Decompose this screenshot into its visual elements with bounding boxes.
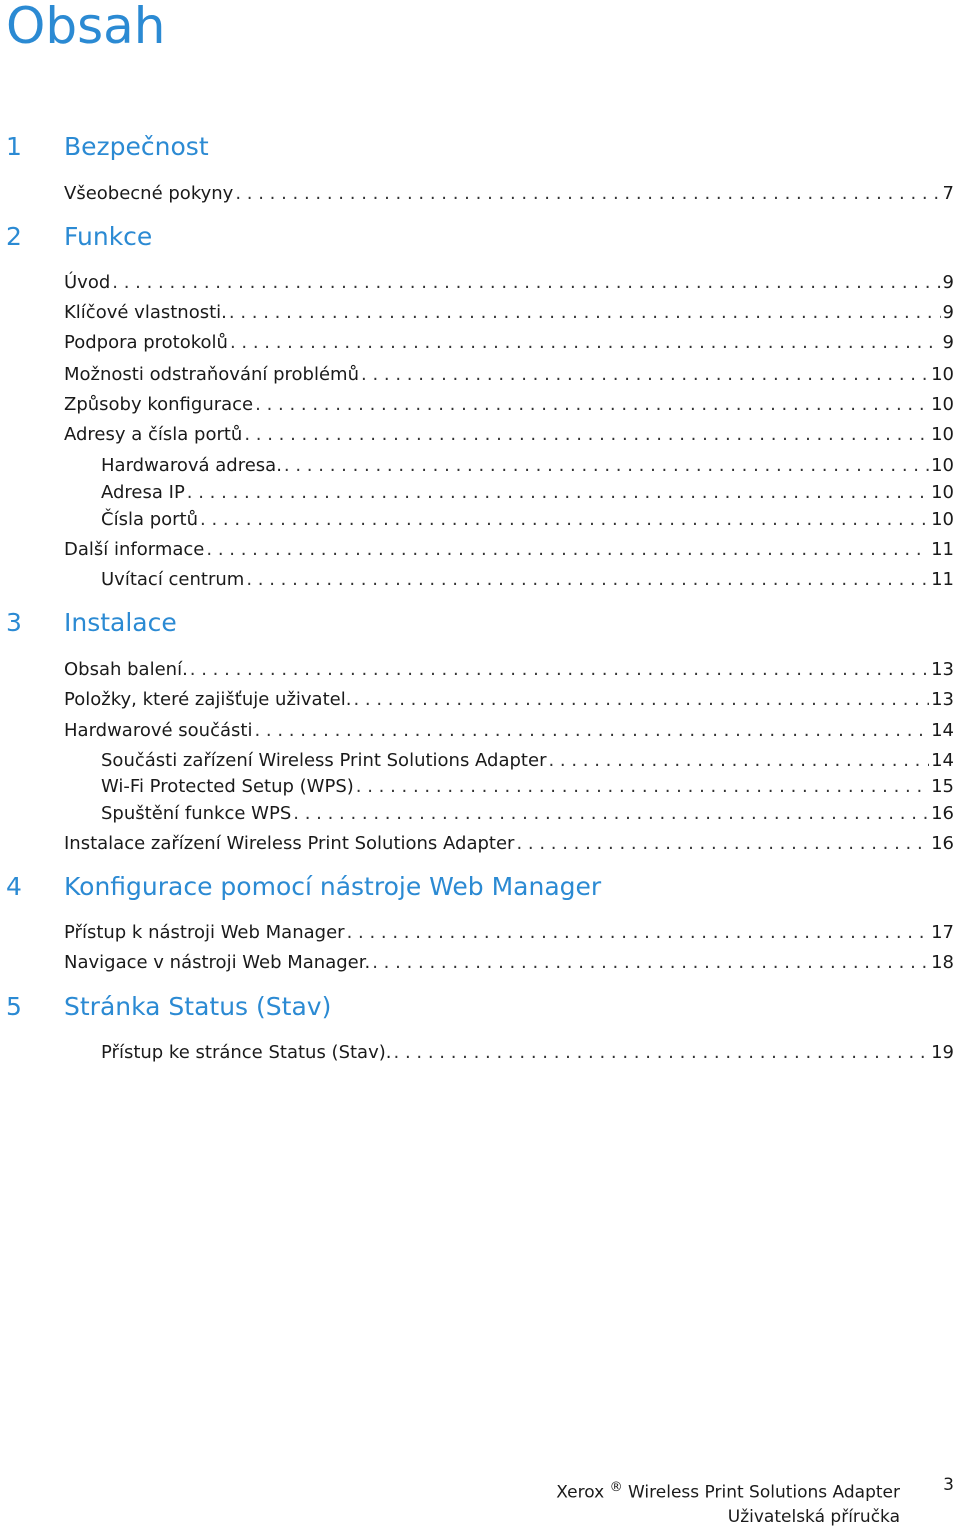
toc-entry-label: Spuštění funkce WPS: [101, 803, 292, 824]
chapter-label: Stránka Status (Stav): [64, 992, 332, 1021]
chapter-label: Instalace: [64, 608, 177, 637]
toc-entry-page: 10: [931, 509, 954, 530]
chapter-label: Funkce: [64, 222, 153, 251]
chapter-number: 3: [6, 608, 22, 637]
toc-entry-label: Položky, které zajišťuje uživatel.: [64, 689, 352, 710]
dot-leader: [353, 687, 929, 713]
toc-entry[interactable]: [101, 1040, 954, 1066]
toc-entry[interactable]: [64, 270, 954, 296]
toc-entry[interactable]: [64, 300, 954, 326]
chapter-label: Bezpečnost: [64, 132, 209, 161]
toc-entry-page: 17: [931, 922, 954, 943]
registered-mark: ®: [609, 1480, 623, 1495]
toc-entry[interactable]: [64, 718, 954, 744]
toc-entry-page: 10: [931, 455, 954, 476]
toc-entry[interactable]: [64, 687, 954, 713]
dot-leader: [187, 480, 929, 506]
page-title: Obsah: [6, 0, 166, 55]
chapter-heading[interactable]: [6, 606, 177, 640]
chapter-heading[interactable]: [6, 220, 152, 254]
toc-entry[interactable]: [101, 774, 954, 800]
dot-leader: [372, 950, 929, 976]
toc-entry-page: 9: [942, 272, 954, 293]
toc-entry[interactable]: [64, 362, 954, 388]
toc-entry[interactable]: [64, 537, 954, 563]
chapter-heading[interactable]: [6, 130, 209, 164]
toc-entry-page: 13: [931, 659, 954, 680]
toc-entry[interactable]: [101, 453, 954, 479]
toc-entry-page: 16: [931, 803, 954, 824]
toc-entry-label: Adresy a čísla portů: [64, 424, 243, 445]
toc-entry-label: Způsoby konfigurace: [64, 394, 254, 415]
toc-entry-label: Přístup ke stránce Status (Stav).: [101, 1042, 392, 1063]
toc-entry-page: 13: [931, 689, 954, 710]
toc-entry-label: Adresa IP: [101, 482, 185, 503]
footer-product: Wireless Print Solutions Adapter: [628, 1482, 900, 1503]
dot-leader: [254, 718, 929, 744]
toc-entry-page: 11: [931, 539, 954, 560]
toc-entry-label: Instalace zařízení Wireless Print Solutions Adapter: [64, 833, 515, 854]
dot-leader: [229, 300, 941, 326]
dot-leader: [255, 392, 929, 418]
toc-entry[interactable]: [101, 507, 954, 533]
toc-entry-label: Wi-Fi Protected Setup (WPS): [101, 776, 354, 797]
dot-leader: [235, 181, 940, 207]
page-number: 3: [943, 1475, 954, 1495]
toc-entry-label: Navigace v nástroji Web Manager.: [64, 952, 371, 973]
chapter-heading[interactable]: [6, 990, 331, 1024]
dot-leader: [230, 330, 941, 356]
toc-entry-label: Všeobecné pokyny: [64, 183, 234, 204]
dot-leader: [394, 1040, 930, 1066]
footer-product-line: [556, 1476, 900, 1505]
dot-leader: [200, 507, 929, 533]
toc-entry[interactable]: [64, 950, 954, 976]
toc-entry-page: 10: [931, 394, 954, 415]
page-footer: [556, 1476, 900, 1529]
toc-entry[interactable]: [64, 330, 954, 356]
footer-subtitle: Uživatelská příručka: [727, 1506, 900, 1527]
toc-entry-page: 11: [931, 569, 954, 590]
toc-entry[interactable]: [64, 657, 954, 683]
dot-leader: [246, 567, 929, 593]
toc-entry-label: Možnosti odstraňování problémů: [64, 364, 359, 385]
toc-entry-page: 10: [931, 482, 954, 503]
dot-leader: [293, 801, 929, 827]
toc-entry-label: Přístup k nástroji Web Manager: [64, 922, 345, 943]
toc-entry-page: 14: [931, 750, 954, 771]
toc-entry[interactable]: [101, 748, 954, 774]
dot-leader: [206, 537, 929, 563]
dot-leader: [112, 270, 940, 296]
toc-entry-label: Klíčové vlastnosti.: [64, 302, 227, 323]
dot-leader: [244, 422, 929, 448]
toc-entry-label: Součásti zařízení Wireless Print Solutions Adapter: [101, 750, 547, 771]
chapter-number: 4: [6, 872, 22, 901]
toc-entry-page: 15: [931, 776, 954, 797]
toc-entry-page: 16: [931, 833, 954, 854]
toc-entry[interactable]: [101, 480, 954, 506]
toc-entry-label: Hardwarová adresa.: [101, 455, 282, 476]
toc-entry[interactable]: [64, 392, 954, 418]
toc-entry-label: Hardwarové součásti: [64, 720, 253, 741]
toc-entry-page: 9: [942, 302, 954, 323]
toc-entry-page: 10: [931, 364, 954, 385]
dot-leader: [347, 920, 930, 946]
toc-entry-page: 9: [942, 332, 954, 353]
chapter-label: Konfigurace pomocí nástroje Web Manager: [64, 872, 602, 901]
dot-leader: [548, 748, 929, 774]
toc-entry-page: 14: [931, 720, 954, 741]
toc-entry[interactable]: [64, 422, 954, 448]
toc-entry-label: Čísla portů: [101, 509, 199, 530]
chapter-heading[interactable]: [6, 870, 601, 904]
toc-entry-label: Obsah balení.: [64, 659, 188, 680]
dot-leader: [190, 657, 929, 683]
chapter-number: 1: [6, 132, 22, 161]
toc-entry-label: Podpora protokolů: [64, 332, 228, 353]
dot-leader: [361, 362, 929, 388]
toc-entry-page: 7: [942, 183, 954, 204]
toc-entry-page: 10: [931, 424, 954, 445]
toc-entry-label: Další informace: [64, 539, 205, 560]
toc-entry[interactable]: [64, 181, 954, 207]
toc-entry-label: Uvítací centrum: [101, 569, 245, 590]
toc-entry[interactable]: [64, 920, 954, 946]
toc-entry-page: 18: [931, 952, 954, 973]
footer-brand: Xerox: [556, 1482, 605, 1503]
toc-entry-label: Úvod: [64, 272, 111, 293]
dot-leader: [356, 774, 929, 800]
toc-entry[interactable]: [64, 831, 954, 857]
chapter-number: 5: [6, 992, 22, 1021]
toc-entry[interactable]: [101, 801, 954, 827]
dot-leader: [284, 453, 929, 479]
dot-leader: [516, 831, 929, 857]
toc-entry[interactable]: [101, 567, 954, 593]
toc-entry-page: 19: [931, 1042, 954, 1063]
chapter-number: 2: [6, 222, 22, 251]
